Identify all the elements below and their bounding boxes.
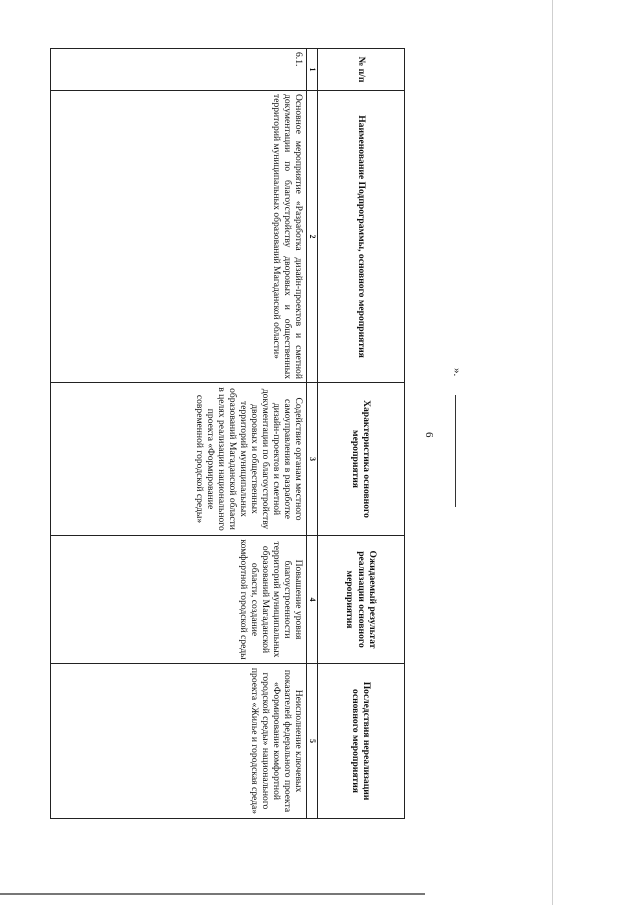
row-expected-result: Повышение уровня благоустроенности территорий муниципальных образований Магаданской области, создание комфортной городской среды xyxy=(51,536,307,664)
column-number: 1 xyxy=(307,49,318,91)
column-number-row xyxy=(307,49,318,819)
header-number: № п/п xyxy=(318,49,405,91)
row-consequences: Неисполнение ключевых показателей федерального проекта «Формирование комфортной городской среды» национального проекта «Жилье и городская среда» xyxy=(51,664,307,819)
header-consequences: Последствия нереализации основного мероприятия xyxy=(318,664,405,819)
row-measure-name: Основное мероприятие «Разработка дизайн-проектов и сметной документации по благоустройству дворовых и общественных территорий муниципальных образований Магаданской области» xyxy=(51,91,307,383)
closing-quote-mark: ». xyxy=(451,368,463,377)
table-header-row xyxy=(318,49,405,819)
measures-table-container xyxy=(50,48,405,818)
column-number: 5 xyxy=(307,664,318,819)
table-row xyxy=(51,49,307,819)
row-characteristic: Содействие органам местного самоуправления в разработке дизайн-проектов и сметной документации по благоустройству дворовых и общественных территорий муниципальных образований Магаданской области в целях реализации национального проекта «Формирование современной городской среды» xyxy=(51,383,307,536)
column-number: 3 xyxy=(307,383,318,536)
header-characteristic: Характеристика основного мероприятия xyxy=(318,383,405,536)
signature-line xyxy=(455,395,456,507)
column-number: 4 xyxy=(307,536,318,664)
page-number: 6 xyxy=(423,432,435,438)
header-result: Ожидаемый результат реализации основного мероприятия xyxy=(318,536,405,664)
column-number: 2 xyxy=(307,91,318,383)
measures-table xyxy=(50,48,405,819)
header-name: Наименование Подпрограммы, основного мероприятия xyxy=(318,91,405,383)
row-number: 6.1. xyxy=(51,49,307,91)
page-right-edge xyxy=(552,0,553,905)
bottom-rule xyxy=(0,893,425,895)
